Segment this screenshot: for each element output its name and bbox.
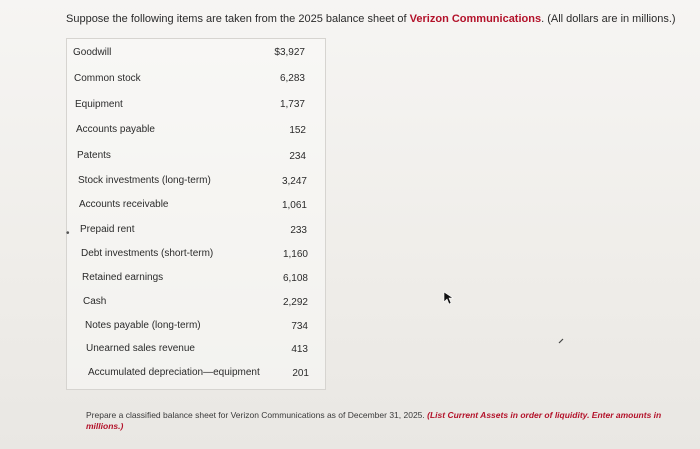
item-value-equipment: 1,737 xyxy=(279,99,305,110)
intro-suffix: . (All dollars are in millions.) xyxy=(541,13,676,25)
small-arrow-icon xyxy=(558,338,564,344)
item-label-goodwill: Goodwill xyxy=(73,47,112,58)
item-value-accounts-payable: 152 xyxy=(289,125,306,136)
item-value-accounts-receivable: 1,061 xyxy=(281,200,307,211)
item-label-accounts-payable: Accounts payable xyxy=(76,124,155,135)
item-value-accumulated-depreciation: 201 xyxy=(292,368,309,379)
item-label-stock-investments: Stock investments (long-term) xyxy=(78,175,211,186)
item-label-unearned-revenue: Unearned sales revenue xyxy=(86,343,195,354)
item-value-prepaid-rent: 233 xyxy=(290,225,307,236)
item-value-cash: 2,292 xyxy=(282,297,308,308)
item-label-common-stock: Common stock xyxy=(74,73,141,84)
item-value-stock-investments: 3,247 xyxy=(281,176,307,187)
item-label-notes-payable: Notes payable (long-term) xyxy=(85,320,201,331)
item-label-debt-investments: Debt investments (short-term) xyxy=(81,248,214,259)
item-label-patents: Patents xyxy=(77,150,111,161)
item-value-notes-payable: 734 xyxy=(291,321,308,332)
item-value-debt-investments: 1,160 xyxy=(282,249,308,260)
instructions-text: Prepare a classified balance sheet for Verizon Communications as of December 31, 2025. xyxy=(86,410,428,420)
instructions-emphasis: (List Current Assets in order of liquidity. Enter amounts in millions.) xyxy=(86,410,662,431)
mouse-cursor-icon xyxy=(443,291,455,305)
item-value-unearned-revenue: 413 xyxy=(291,344,308,355)
bullet-marker: • xyxy=(66,228,70,239)
balance-items-table xyxy=(66,38,326,390)
item-label-prepaid-rent: Prepaid rent xyxy=(80,224,135,235)
item-value-common-stock: 6,283 xyxy=(279,73,305,84)
problem-intro xyxy=(66,12,686,26)
instructions xyxy=(86,410,676,432)
item-value-patents: 234 xyxy=(289,151,306,162)
intro-prefix: Suppose the following items are taken from the 2025 balance sheet of xyxy=(66,13,410,25)
item-value-retained-earnings: 6,108 xyxy=(282,273,308,284)
item-label-accounts-receivable: Accounts receivable xyxy=(79,199,169,210)
item-value-goodwill: $3,927 xyxy=(274,47,305,58)
company-name: Verizon Communications xyxy=(409,13,542,25)
item-label-equipment: Equipment xyxy=(75,99,123,110)
item-label-retained-earnings: Retained earnings xyxy=(82,272,164,283)
item-label-cash: Cash xyxy=(83,296,107,307)
item-label-accumulated-depreciation: Accumulated depreciation—equipment xyxy=(88,367,260,378)
